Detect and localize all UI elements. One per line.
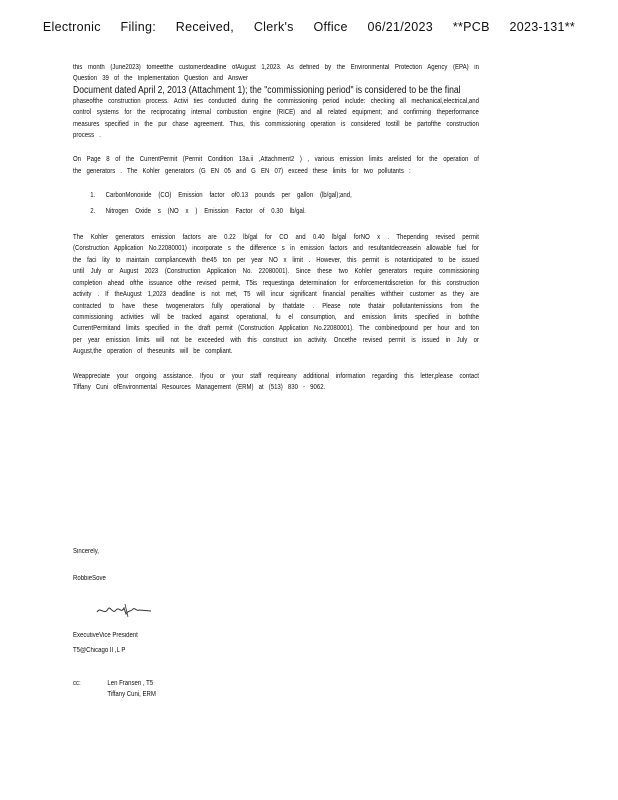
list-item-number: 2. — [90, 207, 96, 215]
list-item-text: CarbonMonoxide (CO) Emission factor of0.13 pounds per gallon (lb/gal);and, — [105, 192, 352, 200]
list-item — [90, 190, 479, 201]
cc-label: cc: — [73, 680, 81, 687]
pollutant-list — [73, 190, 479, 217]
paragraph-emission-factors: The Kohler generators emission factors are 0.22 lb/gal for CO and 0.40 lb/gal forNO x . Thepending revised permit (Construction Application No.22080001) incorporate s the difference s in emission factors and resultantdecreasein allowable fuel for the faci lity to maintain compliancewith the45 ton per year NO x limit . However, this permit is notanticipated to be issued until July or August 2023 (Construction Application No. 22080001). Since these two Kohler generators require commissioning completion ahead ofthe issuance ofthe revised permit, T5is requestinga determination for enforcementdiscretion for this construction activity . If theAugust 1,2023 deadline is not met, T5 will incur significant financial penalties withtheir customer as they are contracted to have these twogenerators fully operational by thatdate . Please note thatair pollutantemissions from the commissioning activities will be tracked against operational, fu el consumption, and emission limits specified in boththe CurrentPermitand limits specified in the draft permit (Construction Application No.22080001). The combinedpound per hour and ton per year emission limits will not be exceeded with this construct ion activity. Oncethe revised permit is issued in July or August,the operation of theseunits will be compliant. — [73, 234, 479, 356]
list-item-number: 1. — [90, 192, 96, 200]
signer-name: RobbieSove — [73, 575, 106, 582]
list-item — [90, 206, 479, 217]
cc-block — [73, 678, 156, 700]
signer-company: T5@Chicago II ,L P — [73, 647, 126, 654]
paragraph-commissioning-part-a: this month (June2023) tomeetthe customerdeadline ofAugust 1,2023. As defined by the Environmental Protection Agency (EPA) in Question 39 of the Implementation Question and Answer — [73, 64, 479, 83]
cc-recipient: Len Fransen , T5 — [107, 680, 154, 687]
paragraph-commissioning-part-b: phaseofthe construction process. Activi ties conducted during the commissioning period include: checking all mechanical,electrical,and control systems for the reciprocating internal combustion engine (RICE) and all related equipment; and confirming theperformance measures specified in the pur chase agreement. Thus, this commissioning operation is considered tostill be partofthe construction process . — [73, 97, 479, 140]
paragraph-contact: Weappreciate your ongoing assistance. Ifyou or your staff requireany additional information regarding this letter,please contact Tiffany Cuni ofEnvironmental Resources Management (ERM) at (513) 830 - 9062. — [73, 372, 479, 391]
list-item-text: Nitrogen Oxide s (NO x ) Emission Factor of 0.30 lb/gal. — [105, 207, 306, 215]
signer-title: ExecutiveVice President — [73, 632, 138, 639]
paragraph-commissioning — [73, 62, 479, 141]
closing-salutation: Sincerely, — [73, 548, 99, 555]
handwritten-signature — [95, 600, 155, 622]
cc-recipient: Tiffany Cuni, ERM — [107, 691, 156, 698]
paragraph-permit-limits: On Page 8 of the CurrentPermit (Permit Condition 13a.ii ,Attachment2 ) , various emission limits arelisted for the operation of the generators . The Kohler generators (G EN 05 and G EN 07) exceed these limits for two pollutants : — [73, 156, 479, 175]
letter-body — [73, 62, 479, 406]
filing-stamp-header: Electronic Filing: Received, Clerk's Office 06/21/2023 **PCB 2023-131** — [42, 20, 576, 34]
paragraph-commissioning-highlight: Document dated April 2, 2013 (Attachment 1); the "commissioning period" is considered to be the final — [73, 84, 461, 96]
